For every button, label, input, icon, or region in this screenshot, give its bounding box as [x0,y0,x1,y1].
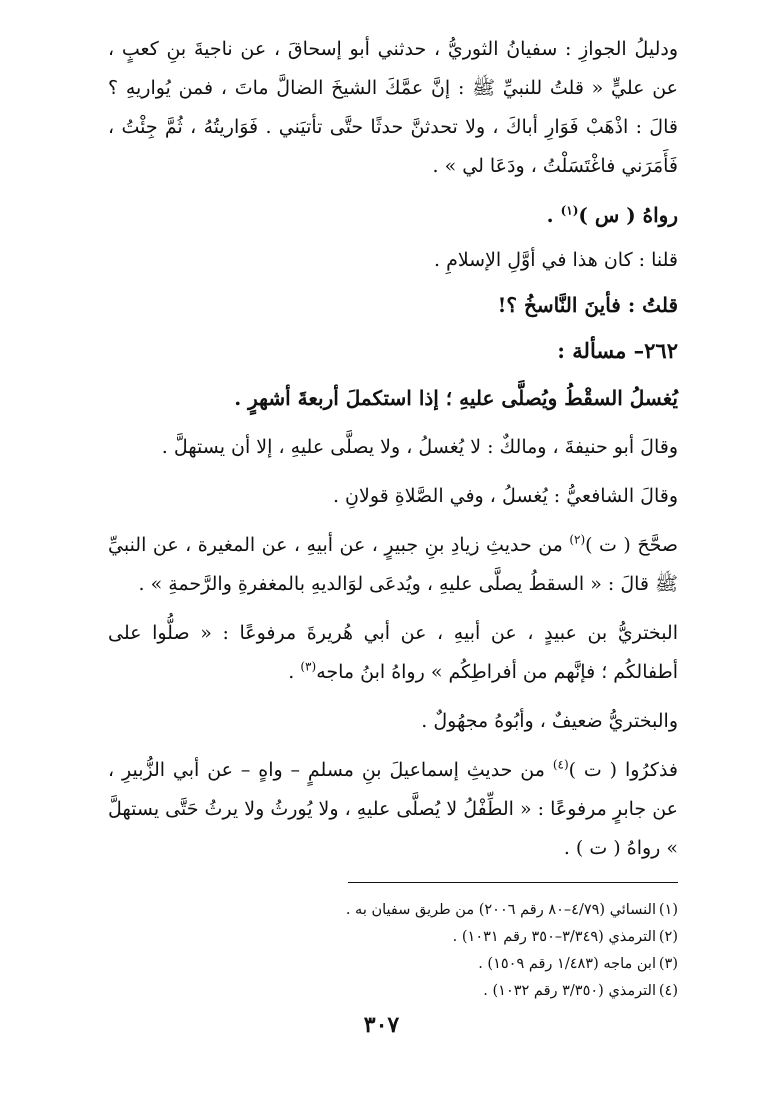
footnote-text: النسائي (٤/٧٩–٨٠ رقم ٢٠٠٦) من طريق سفيان به . [345,902,656,918]
authentication-rest: من حديثِ زيادِ بنِ جبيرٍ ، عن أبيهِ ، عن المغيرة ، عن النبيِّ ﷺ قالَ : « السقطُ يصلَّى عليهِ ، ويُدعَى لوَالديهِ بالمغفرةِ والرَّحمةِ » . [108,534,678,595]
paragraph-abu-hanifa: وقالَ أبو حنيفةَ ، ومالكٌ : لا يُغسلُ ، ولا يصلَّى عليهِ ، إلا أن يستهلَّ . [161,436,678,458]
footnote-divider [348,882,678,883]
paragraph-tirmidhi-authentication [108,526,678,604]
they-mentioned-start: فذكرُوا ( ت ) [568,759,679,781]
footnote-ref-1: (١) [560,203,579,218]
footnote-text: ابن ماجه (١/٤٨٣ رقم ١٥٠٩) . [478,956,656,972]
they-mentioned-rest: من حديثِ إسماعيلَ بنِ مسلمٍ – واهٍ – عن أبي الزُّبيرِ ، عن جابرٍ مرفوعًا : « الطِّفْلُ لا يُصلَّى عليهِ ، ولا يُورثُ ولا يرثُ حَتَّى يستهلَّ » رواهُ ( ت ) . [108,759,678,859]
bukhtari-hadith-tail: . [288,661,301,683]
paragraph-bukhtari-hadith [108,614,678,692]
footnote-3 [108,951,678,978]
narrated-by-text: رواهُ ( س ) [578,203,678,227]
footnote-number: (١) [658,902,678,918]
issue-heading: ٢٦٢– مسألة : [557,338,678,363]
bukhtari-hadith-text: البختريُّ بن عبيدٍ ، عن أبيهِ ، عن أبي هُريرةَ مرفوعًا : « صلُّوا على أطفالكُم ؛ فإنَّهم من أفراطِكُم » رواهُ ابنُ ماجه [108,622,678,683]
footnotes [108,897,678,1005]
paragraph-i-said: قلتُ : فأينَ النَّاسخُ ؟! [497,293,678,317]
paragraph-we-said: قلنا : كان هذا في أوَّلِ الإسلامِ . [434,249,678,271]
paragraph-narrated-by [108,196,678,235]
paragraph-shafii: وقالَ الشافعيُّ : يُغسلُ ، وفي الصَّلاةِ قولانِ . [332,485,678,507]
issue-statement: يُغسلُ السقْطُ ويُصلَّى عليهِ ؛ إذا استكملَ أربعةَ أشهرٍ . [234,386,678,410]
paragraph-evidence-of-permission: ودليلُ الجوازِ : سفيانُ الثوريُّ ، حدثني أبو إسحاقَ ، عن ناجيةَ بنِ كعبٍ ، عن عليٍّ « قلتُ للنبيِّ ﷺ : إنَّ عمَّكَ الشيخَ الضالَّ ماتَ ، فمن يُواريهِ ؟ قالَ : اذْهَبْ فَوَارِ أباكَ ، ولا تحدثنَّ حدثًا حتَّى تأتيَني . فَوَاريتُهُ ، ثُمَّ جِئْتُ ، فَأَمَرَني فاغْتَسَلْتُ ، ودَعَا لي » . [108,38,678,177]
footnote-ref-3: (٣) [300,659,317,674]
paragraph-they-mentioned [108,751,678,868]
footnote-1 [108,897,678,924]
paragraph-bukhtari-weak: والبختريُّ ضعيفٌ ، وأبُوهُ مجهُولٌ . [421,710,678,732]
footnote-4 [108,978,678,1005]
footnote-number: (٤) [658,983,678,999]
footnote-text: الترمذي (٣/٣٤٩–٣٥٠ رقم ١٠٣١) . [452,929,656,945]
narrated-by-tail: . [546,203,561,227]
footnote-2 [108,924,678,951]
footnote-number: (٢) [658,929,678,945]
authentication-start: صحَّحَ ( ت ) [585,534,678,556]
footnote-ref-2: (٢) [569,532,586,547]
page-number: ٣٠٧ [363,1012,400,1038]
footnote-number: (٣) [658,956,678,972]
footnote-ref-4: (٤) [552,757,569,772]
footnote-text: الترمذي (٣/٣٥٠ رقم ١٠٣٢) . [483,983,656,999]
